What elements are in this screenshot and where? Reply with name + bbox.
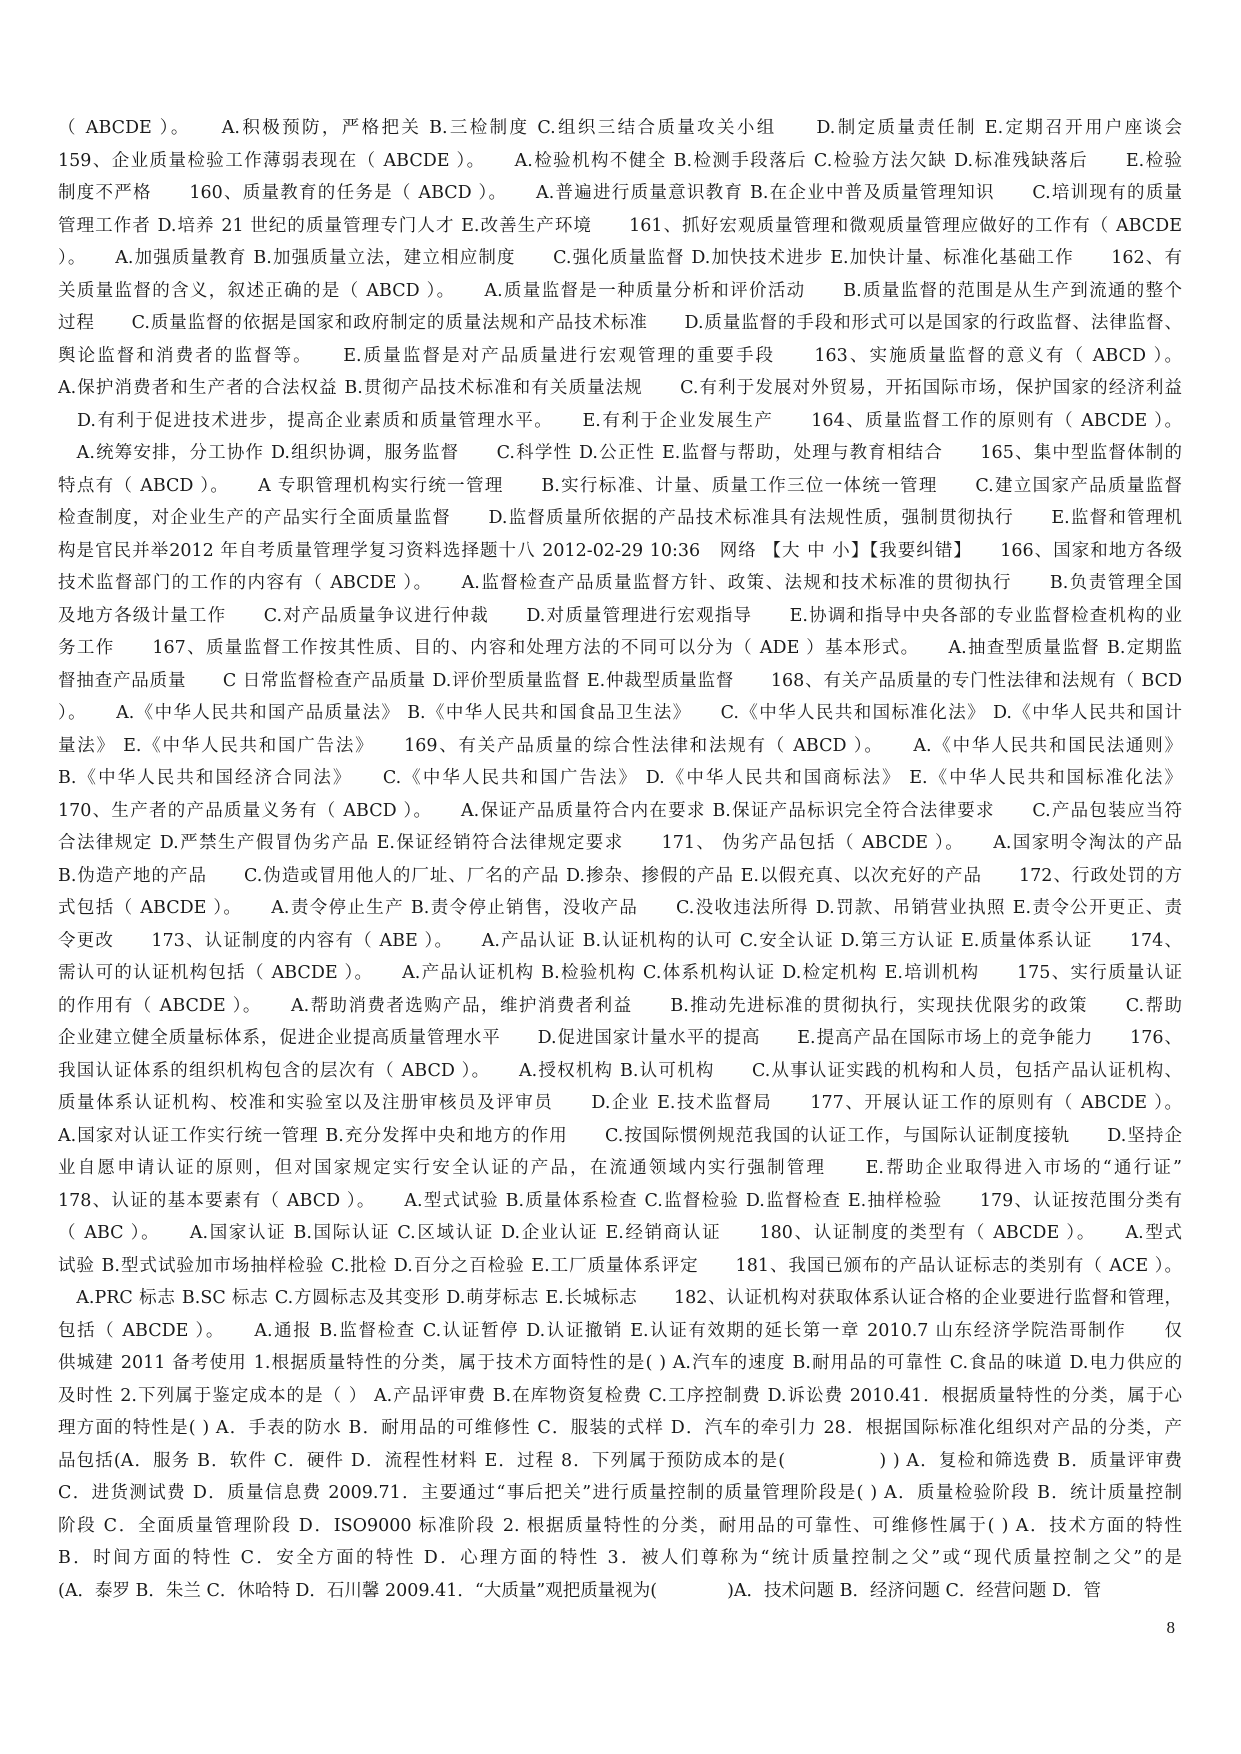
text-line: 170、生产者的产品质量义务有（ ABCD ）。 A.保证产品质量符合内在要求 B.保证产品标识完全符合法律要求 C.产品包装应当符 bbox=[58, 800, 1182, 821]
text-line: A.国家对认证工作实行统一管理 B.充分发挥中央和地方的作用 C.按国际惯例规范我国的认证工作，与国际认证制度接轨 D.坚持企 bbox=[58, 1125, 1182, 1146]
text-line: ）。 A.加强质量教育 B.加强质量立法，建立相应制度 C.强化质量监督 D.加快技术进步 E.加快计量、标准化基础工作 162、有 bbox=[58, 248, 1182, 268]
text-line: 管理工作者 D.培养 21 世纪的质量管理专门人才 E.改善生产环境 161、抓好宏观质量管理和微观质量管理应做好的工作有（ ABCDE bbox=[58, 215, 1182, 236]
text-line: 阶段 C．全面质量管理阶段 D．ISO9000 标准阶段 2. 根据质量特性的分类，耐用品的可靠性、可维修性属于( ) A．技术方面的特性 bbox=[58, 1515, 1182, 1536]
text-line: 及时性 2.下列属于鉴定成本的是（ ） A.产品评审费 B.在库物资复检费 C.工序控制费 D.诉讼费 2010.41．根据质量特性的分类，属于心 bbox=[58, 1385, 1182, 1406]
text-line: 舆论监督和消费者的监督等。 E.质量监督是对产品质量进行宏观管理的重要手段 163、实施质量监督的意义有（ ABCD ）。 bbox=[58, 345, 1182, 366]
text-line: （ ABCDE ）。 A.积极预防，严格把关 B.三检制度 C.组织三结合质量攻关小组 D.制定质量责任制 E.定期召开用户座谈会 bbox=[58, 118, 1182, 138]
text-line: 过程 C.质量监督的依据是国家和政府制定的质量法规和产品技术标准 D.质量监督的手段和形式可以是国家的行政监督、法律监督、 bbox=[58, 313, 1182, 333]
text-line: 合法律规定 D.严禁生产假冒伪劣产品 E.保证经销符合法律规定要求 171、 伪劣产品包括（ ABCDE ）。 A.国家明令淘汰的产品 bbox=[58, 833, 1182, 853]
text-line: 178、认证的基本要素有（ ABCD ）。 A.型式试验 B.质量体系检查 C.监督检验 D.监督检查 E.抽样检验 179、认证按范围分类有 bbox=[58, 1190, 1182, 1211]
text-line: 务工作 167、质量监督工作按其性质、目的、内容和处理方法的不同可以分为（ ADE ）基本形式。 A.抽查型质量监督 B.定期监 bbox=[58, 638, 1182, 658]
text-line: 159、企业质量检验工作薄弱表现在（ ABCDE ）。 A.检验机构不健全 B.检测手段落后 C.检验方法欠缺 D.标准残缺落后 E.检验 bbox=[58, 150, 1182, 171]
text-line: (A．泰罗 B．朱兰 C．休哈特 D．石川馨 2009.41．“大质量”观把质量视为( )A．技术问题 B．经济问题 C．经营问题 D．管 bbox=[58, 1580, 1102, 1601]
text-line: 制度不严格 160、质量教育的任务是（ ABCD ）。 A.普遍进行质量意识教育 B.在企业中普及质量管理知识 C.培训现有的质量 bbox=[58, 183, 1182, 203]
text-line: A.保护消费者和生产者的合法权益 B.贯彻产品技术标准和有关质量法规 C.有利于发展对外贸易，开拓国际市场，保护国家的经济利益 bbox=[58, 378, 1182, 398]
text-line: 式包括（ ABCDE ）。 A.责令停止生产 B.责令停止销售，没收产品 C.没收违法所得 D.罚款、吊销营业执照 E.责令公开更正、责 bbox=[58, 898, 1182, 918]
text-line: ）。 A.《中华人民共和国产品质量法》 B.《中华人民共和国食品卫生法》 C.《中华人民共和国标准化法》 D.《中华人民共和国计 bbox=[58, 703, 1182, 723]
text-line: 需认可的认证机构包括（ ABCDE ）。 A.产品认证机构 B.检验机构 C.体系机构认证 D.检定机构 E.培训机构 175、实行质量认证 bbox=[58, 963, 1182, 983]
text-line: 我国认证体系的组织机构包含的层次有（ ABCD ）。 A.授权机构 B.认可机构 C.从事认证实践的机构和人员，包括产品认证机构、 bbox=[58, 1060, 1182, 1081]
text-line: 构是官民并举2012 年自考质量管理学复习资料选择题十八 2012-02-29 10:36 网络 【大 中 小】【我要纠错】 166、国家和地方各级 bbox=[58, 540, 1182, 561]
text-line: 试验 B.型式试验加市场抽样检验 C.批检 D.百分之百检验 E.工厂质量体系评定 181、我国已颁布的产品认证标志的类别有（ ACE ）。 bbox=[58, 1255, 1182, 1276]
text-line: 令更改 173、认证制度的内容有（ ABE ）。 A.产品认证 B.认证机构的认可 C.安全认证 D.第三方认证 E.质量体系认证 174、 bbox=[58, 930, 1182, 951]
text-line: A.统筹安排，分工协作 D.组织协调，服务监督 C.科学性 D.公正性 E.监督与帮助，处理与教育相结合 165、集中型监督体制的 bbox=[58, 443, 1182, 463]
text-line: 关质量监督的含义，叙述正确的是（ ABCD ）。 A.质量监督是一种质量分析和评价活动 B.质量监督的范围是从生产到流通的整个 bbox=[58, 280, 1182, 301]
text-line: 的作用有（ ABCDE ）。 A.帮助消费者选购产品，维护消费者利益 B.推动先进标准的贯彻执行，实现扶优限劣的政策 C.帮助 bbox=[58, 995, 1182, 1016]
text-line: B.《中华人民共和国经济合同法》 C.《中华人民共和国广告法》 D.《中华人民共和国商标法》 E.《中华人民共和国标准化法》 bbox=[58, 768, 1182, 788]
text-line: 督抽查产品质量 C 日常监督检查产品质量 D.评价型质量监督 E.仲裁型质量监督 168、有关产品质量的专门性法律和法规有（ BCD bbox=[58, 670, 1182, 691]
text-line: 业自愿申请认证的原则，但对国家规定实行安全认证的产品，在流通领域内实行强制管理 E.帮助企业取得进入市场的“通行证” bbox=[58, 1158, 1182, 1178]
text-line: 供城建 2011 备考使用 1.根据质量特性的分类，属于技术方面特性的是( ) A.汽车的速度 B.耐用品的可靠性 C.食品的味道 D.电力供应的 bbox=[58, 1353, 1182, 1373]
text-line: 量法》 E.《中华人民共和国广告法》 169、有关产品质量的综合性法律和法规有（ ABCD ）。 A.《中华人民共和国民法通则》 bbox=[58, 735, 1182, 756]
text-line: 理方面的特性是( ) A．手表的防水 B．耐用品的可维修性 C．服装的式样 D．汽车的牵引力 28．根据国际标准化组织对产品的分类，产 bbox=[58, 1418, 1182, 1438]
text-line: B．时间方面的特性 C．安全方面的特性 D．心理方面的特性 3．被人们尊称为“统计质量控制之父”或“现代质量控制之父”的是 bbox=[58, 1548, 1182, 1568]
text-line: 及地方各级计量工作 C.对产品质量争议进行仲裁 D.对质量管理进行宏观指导 E.协调和指导中央各部的专业监督检查机构的业 bbox=[58, 605, 1182, 626]
text-line: 检查制度，对企业生产的产品实行全面质量监督 D.监督质量所依据的产品技术标准具有法规性质，强制贯彻执行 E.监督和管理机 bbox=[58, 508, 1182, 528]
document-body bbox=[58, 112, 1182, 1607]
page-number: 8 bbox=[1166, 1618, 1175, 1637]
text-line: 品包括(A．服务 B．软件 C．硬件 D．流程性材料 E．过程 8．下列属于预防成本的是( ) ) A．复检和筛选费 B．质量评审费 bbox=[58, 1450, 1182, 1471]
text-line: A.PRC 标志 B.SC 标志 C.方圆标志及其变形 D.萌芽标志 E.长城标志 182、认证机构对获取体系认证合格的企业要进行监督和管理， bbox=[58, 1288, 1182, 1308]
text-line: 质量体系认证机构、校准和实验室以及注册审核员及评审员 D.企业 E.技术监督局 177、开展认证工作的原则有（ ABCDE ）。 bbox=[58, 1093, 1182, 1113]
text-line: 企业建立健全质量标体系，促进企业提高质量管理水平 D.促进国家计量水平的提高 E.提高产品在国际市场上的竞争能力 176、 bbox=[58, 1028, 1182, 1048]
text-line: 特点有（ ABCD ）。 A 专职管理机构实行统一管理 B.实行标准、计量、质量工作三位一体统一管理 C.建立国家产品质量监督 bbox=[58, 475, 1182, 496]
text-line: B.伪造产地的产品 C.伪造或冒用他人的厂址、厂名的产品 D.掺杂、掺假的产品 E.以假充真、以次充好的产品 172、行政处罚的方 bbox=[58, 865, 1182, 886]
text-line: D.有利于促进技术进步，提高企业素质和质量管理水平。 E.有利于企业发展生产 164、质量监督工作的原则有（ ABCDE ）。 bbox=[58, 410, 1182, 431]
text-line: （ ABC ）。 A.国家认证 B.国际认证 C.区域认证 D.企业认证 E.经销商认证 180、认证制度的类型有（ ABCDE ）。 A.型式 bbox=[58, 1223, 1182, 1243]
text-line: 技术监督部门的工作的内容有（ ABCDE ）。 A.监督检查产品质量监督方针、政策、法规和技术标准的贯彻执行 B.负责管理全国 bbox=[58, 573, 1182, 593]
text-line: C．进货测试费 D．质量信息费 2009.71．主要通过“事后把关”进行质量控制的质量管理阶段是( ) A．质量检验阶段 B．统计质量控制 bbox=[58, 1483, 1182, 1503]
text-line: 包括（ ABCDE ）。 A.通报 B.监督检查 C.认证暂停 D.认证撤销 E.认证有效期的延长第一章 2010.7 山东经济学院浩哥制作 仅 bbox=[58, 1320, 1182, 1341]
